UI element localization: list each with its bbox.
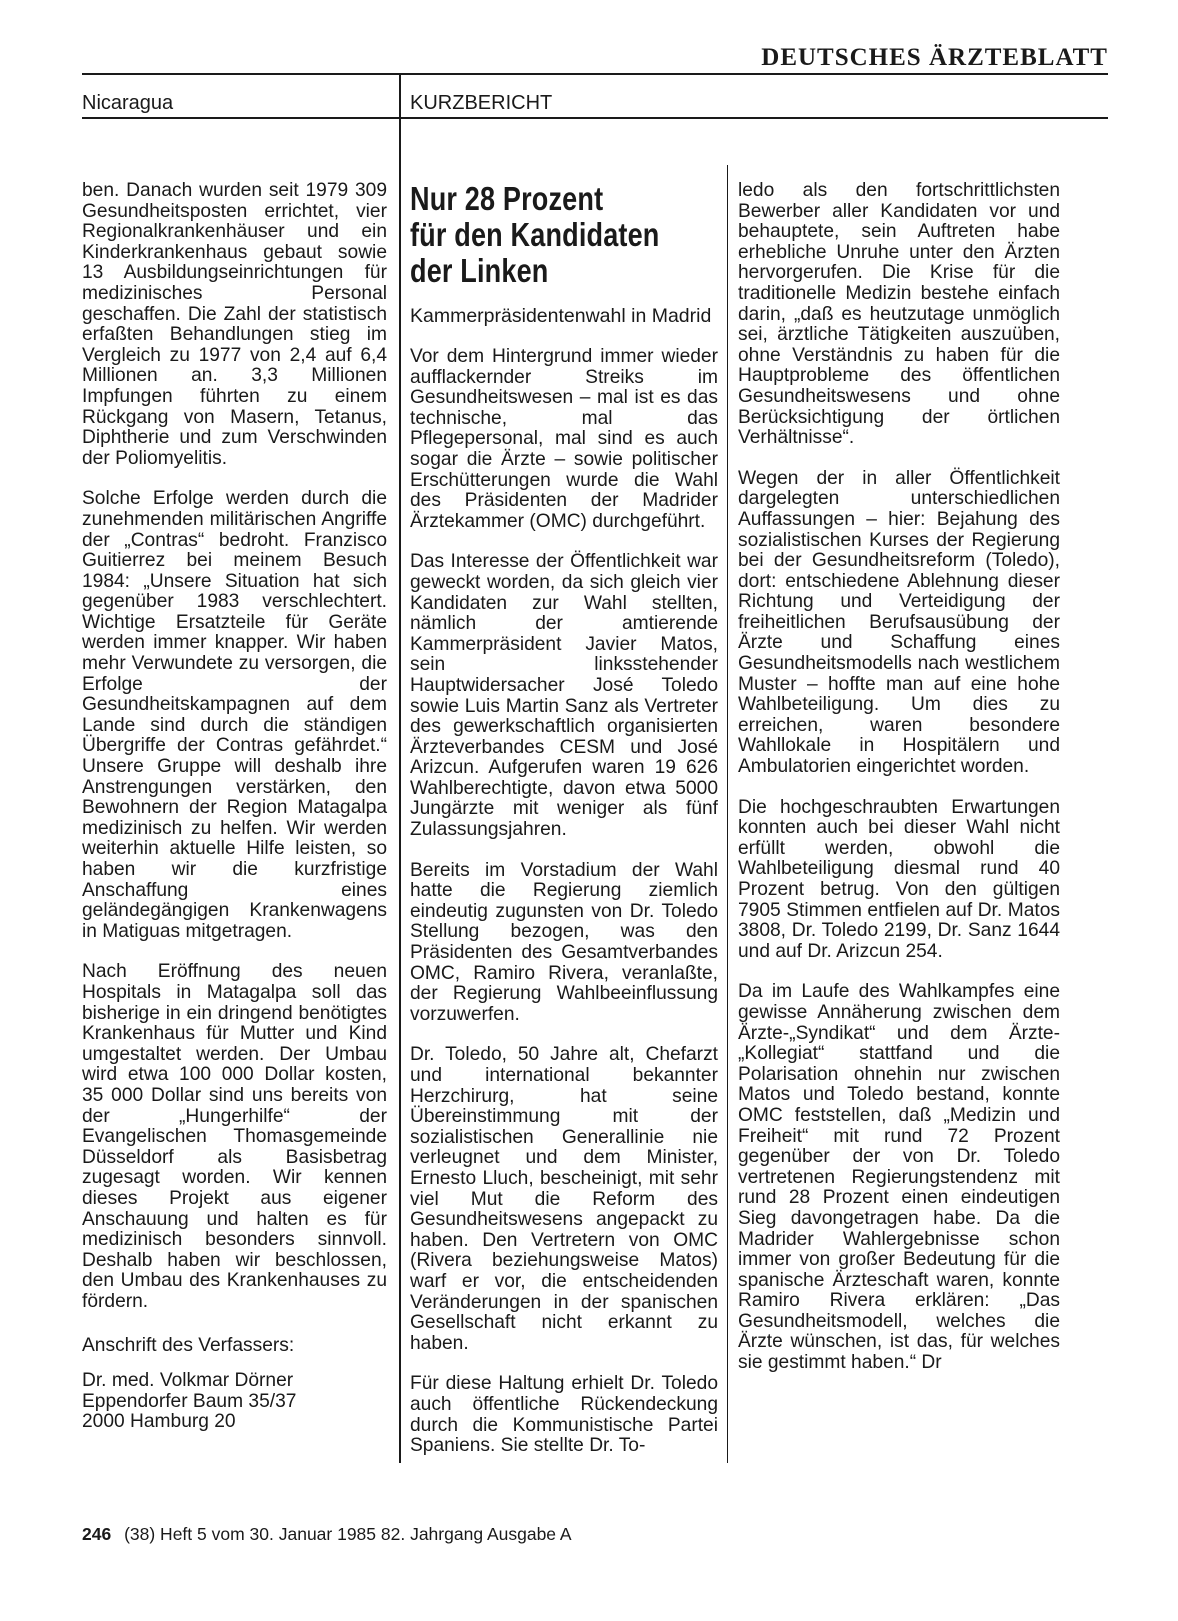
col1-paragraph-3: Nach Eröffnung des neuen Hospitals in Matagalpa soll das bisherige in ein dringend benötigtes Krankenhaus für Mutter und Kind umgestaltet werden. Der Umbau wird etwa 100 000 Dollar kosten, 35 000 Dollar sind uns bereits von der „Hungerhilfe“ der Evangelischen Thomasgemeinde Düsseldorf als Basisbetrag zugesagt worden. Wir kennen dieses Projekt aus eigener Anschauung und halten es für medizinisch besonders sinnvoll. Deshalb haben wir beschlossen, den Umbau des Krankenhauses zu fördern. — [82, 961, 387, 1312]
col1-paragraph-2: Solche Erfolge werden durch die zunehmenden militärischen Angriffe der „Contras“ bedroht. Franzisco Guitierrez bei meinem Besuch 1984: „Unsere Situation hat sich gegenüber 1983 verschlechtert. Wichtige Ersatzteile für Geräte werden immer knapper. Wir haben mehr Verwundete zu versorgen, die Erfolge der Gesundheitskampagnen auf dem Lande sind durch die ständigen Übergriffe der Contras gefährdet.“ Unsere Gruppe will deshalb ihre Anstrengungen verstärken, den Bewohnern der Region Matagalpa medizinisch zu helfen. Wir werden weiterhin aktuelle Hilfe leisten, so haben wir die kurzfristige Anschaffung eines geländegängigen Krankenwagens in Matiguas mitgetragen. — [82, 488, 387, 942]
address-line-1: Dr. med. Volkmar Dörner — [82, 1370, 294, 1392]
col2-paragraph-3: Bereits im Vorstadium der Wahl hatte die Regierung ziemlich eindeutig zugunsten von Dr. Toledo Stellung bezogen, was den Präsidenten des Gesamtverbandes OMC, Ramiro Rivera, veranlaßte, der Regierung Wahlbeeinflussung vorzuwerfen. — [410, 859, 718, 1025]
col2-paragraph-5: Für diese Haltung erhielt Dr. Toledo auch öffentliche Rückendeckung durch die Kommunistische Partei Spaniens. Sie stellte Dr. To- — [410, 1373, 718, 1457]
subhead: Kammerpräsidentenwahl in Madrid — [410, 305, 712, 327]
col1-paragraph-1: ben. Danach wurden seit 1979 309 Gesundheitsposten errichtet, vier Regionalkrankenhäuser und ein Kinderkrankenhaus gebaut sowie 13 Ausbildungseinrichtungen für medizinisches Personal geschaffen. Die Zahl der statistisch erfaßten Behandlungen stieg im Vergleich zu 1977 von 2,4 auf 6,4 Millionen an. 3,3 Millionen Impfungen führten zu einem Rückgang von Masern, Tetanus, Diphtherie und zum Verschwinden der Poliomyelitis. — [82, 180, 387, 469]
issue-info: (38) Heft 5 vom 30. Januar 1985 82. Jahrgang Ausgabe A — [124, 1524, 572, 1544]
col2-paragraph-1: Vor dem Hintergrund immer wieder aufflackernder Streiks im Gesundheitswesen – mal ist es das technische, mal das Pflegepersonal, mal sind es auch sogar die Ärzte – sowie politischer Erschütterungen wurde die Wahl des Präsidenten der Madrider Ärztekammer (OMC) durchgeführt. — [410, 346, 718, 532]
column-divider-right — [727, 165, 728, 1463]
col3-paragraph-2: Wegen der in aller Öffentlichkeit dargelegten unterschiedlichen Auffassungen – hier: Bejahung des sozialistischen Kurses der Regierung bei der Gesundheitsreform (Toledo), dort: entschiedene Ablehnung dieser Richtung und Verteidigung der freiheitlichen Berufsausübung der Ärzte und Schaffung eines Gesundheitsmodells nach westlichem Muster – hoffte man auf eine hohe Wahlbeteiligung. Um dies zu erreichen, waren besondere Wahllokale in Hospitälern und Ambulatorien eingerichtet worden. — [738, 467, 1060, 778]
address-label: Anschrift des Verfassers: — [82, 1335, 295, 1357]
address-line-2: Eppendorfer Baum 35/37 — [82, 1390, 297, 1412]
col2-paragraph-2: Das Interesse der Öffentlichkeit war geweckt worden, da sich gleich vier Kandidaten zur Wahl stellten, nämlich der amtierende Kammerpräsident Javier Matos, sein linksstehender Hauptwidersacher José Toledo sowie Luis Martin Sanz als Vertreter des gewerkschaftlich organisierten Ärzteverbandes CESM und José Arizcun. Aufgerufen waren 19 626 Wahlberechtigte, davon etwa 5000 Jungärzte mit weniger als fünf Zulassungsjahren. — [410, 551, 718, 841]
column-2 — [410, 181, 718, 1477]
col2-paragraph-4: Dr. Toledo, 50 Jahre alt, Chefarzt und international bekannter Herzchirurg, hat seine Übereinstimmung mit der sozialistischen Generallinie nie verleugnet und dem Minister, Ernesto Lluch, bescheinigt, mit sehr viel Mut die Reform des Gesundheitswesens angepackt zu haben. Den Vertretern von OMC (Rivera beziehungsweise Matos) warf er vor, die entscheidenden Veränderungen in der spanischen Gesellschaft nicht erkannt zu haben. — [410, 1044, 718, 1354]
address-line-3: 2000 Hamburg 20 — [82, 1411, 236, 1433]
column-1 — [82, 181, 387, 1433]
page-footer — [82, 1524, 572, 1545]
masthead: DEUTSCHES ÄRZTEBLATT — [761, 44, 1108, 71]
section-label-left: Nicaragua — [82, 92, 174, 114]
section-label-right: KURZBERICHT — [410, 92, 553, 114]
author-address — [82, 1336, 387, 1432]
col3-paragraph-1: ledo als den fortschrittlichsten Bewerber aller Kandidaten vor und behauptete, sein Auftreten habe erhebliche Unruhe unter den Ärzten hervorgerufen. Die Krise für die traditionelle Medizin bestehe einfach darin, „daß es heutzutage unmöglich sei, ärztliche Tätigkeiten auszuüben, ohne Verständnis zu haben für die Hauptprobleme des öffentlichen Gesundheitswesens und ohne Berücksichtigung der örtlichen Verhältnisse“. — [738, 180, 1060, 449]
col3-paragraph-4: Da im Laufe des Wahlkampfes eine gewisse Annäherung zwischen dem Ärzte-„Syndikat“ und dem Ärzte-„Kollegiat“ stattfand und die Polarisation ohnehin nur zwischen Matos und Toledo bestand, konnte OMC feststellen, daß „Medizin und Freiheit“ mit rund 72 Prozent gegenüber der von Dr. Toledo vertretenen Regierungstendenz mit rund 28 Prozent einen eindeutigen Sieg davongetragen habe. Da die Madrider Wahlergebnisse schon immer von großer Bedeutung für die spanische Ärzteschaft waren, konnte Ramiro Rivera erklären: „Das Gesundheitsmodell, welches die Ärzte wünschen, ist das, für welches sie gestimmt haben.“ Dr — [738, 981, 1060, 1374]
headline — [410, 181, 681, 289]
header-bottom-rule — [82, 117, 1108, 119]
headline-line-2: für den Kandidaten — [410, 216, 660, 253]
col3-paragraph-3: Die hochgeschraubten Erwartungen konnten auch bei dieser Wahl nicht erfüllt werden, obwohl die Wahlbeteiligung diesmal rund 40 Prozent betrug. Von den gültigen 7905 Stimmen entfielen auf Dr. Matos 3808, Dr. Toledo 2199, Dr. Sanz 1644 und auf Dr. Arizcun 254. — [738, 796, 1060, 962]
masthead-rule — [82, 73, 1108, 75]
column-3 — [738, 181, 1060, 1394]
column-divider-left — [399, 73, 401, 1463]
page-number: 246 — [82, 1524, 112, 1544]
headline-line-3: der Linken — [410, 252, 549, 289]
headline-line-1: Nur 28 Prozent — [410, 180, 604, 217]
